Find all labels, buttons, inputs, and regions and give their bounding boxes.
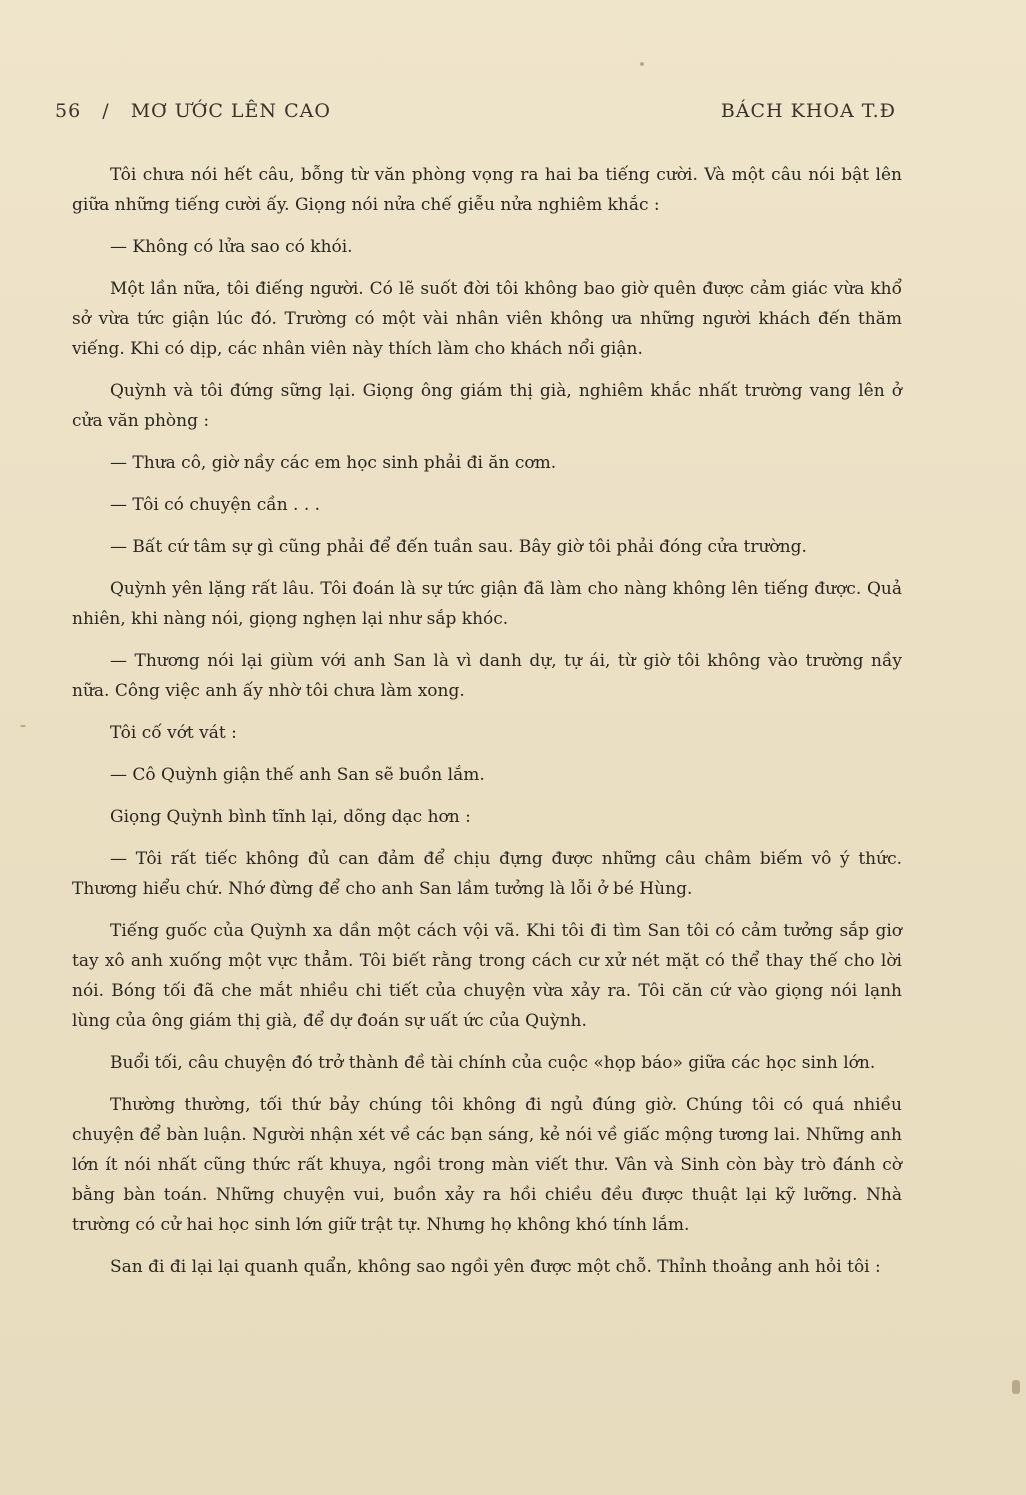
paragraph: Tôi cố vớt vát : — [110, 723, 237, 743]
page-number: 56 — [55, 100, 82, 122]
header-separator: / — [102, 100, 110, 122]
paragraph: Thường thường, tối thứ bảy chúng tôi không đi ngủ đúng giờ. Chúng tôi có quá nhiều chuyện để bàn luận. Người nhận xét về các bạn sáng, kẻ nói về giấc mộng tương lai. Những anh lớn ít nói nhất cũng thức rất khuya, ngồi trong màn viết thư. Vân và Sinh còn bày trò đánh cờ bằng bàn toán. Những chuyện vui, buồn xảy ra hồi chiều đều được thuật lại kỹ lưỡng. Nhà trường có cử hai học sinh lớn giữ trật tự. Nhưng họ không khó tính lắm. — [72, 1095, 902, 1235]
paragraph: Quỳnh và tôi đứng sững lại. Giọng ông giám thị già, nghiêm khắc nhất trường vang lên ở cửa văn phòng : — [72, 381, 902, 431]
paper-speck — [640, 62, 644, 66]
dialogue-line: — Bất cứ tâm sự gì cũng phải để đến tuần sau. Bây giờ tôi phải đóng cửa trường. — [110, 537, 807, 557]
dialogue-line: — Thưa cô, giờ nầy các em học sinh phải đi ăn cơm. — [110, 453, 557, 473]
paragraph: Tôi chưa nói hết câu, bỗng từ văn phòng vọng ra hai ba tiếng cười. Và một câu nói bật lên giữa những tiếng cười ấy. Giọng nói nửa chế giễu nửa nghiêm khắc : — [72, 165, 902, 215]
dialogue-line: — Tôi có chuyện cần . . . — [110, 495, 321, 515]
dialogue-line: — Cô Quỳnh giận thế anh San sẽ buồn lắm. — [110, 765, 485, 785]
running-head-left — [55, 100, 345, 122]
page-body — [72, 160, 902, 1294]
paragraph: Tiếng guốc của Quỳnh xa dần một cách vội vã. Khi tôi đi tìm San tôi có cảm tưởng sắp giơ tay xô anh xuống một vực thẳm. Tôi biết rằng trong cách cư xử nét mặt có thể thay thế cho lời nói. Bóng tối đã che mắt nhiều chi tiết của chuyện vừa xảy ra. Tôi căn cứ vào giọng nói lạnh lùng của ông giám thị già, để dự đoán sự uất ức của Quỳnh. — [72, 921, 902, 1031]
publication-name: BÁCH KHOA T.Đ — [720, 100, 896, 122]
paper-speck — [1012, 1380, 1020, 1394]
paragraph: Giọng Quỳnh bình tĩnh lại, dõng dạc hơn : — [110, 807, 471, 827]
paragraph: Buổi tối, câu chuyện đó trở thành đề tài chính của cuộc «họp báo» giữa các học sinh lớn. — [110, 1053, 876, 1073]
paragraph: Một lần nữa, tôi điếng người. Có lẽ suốt đời tôi không bao giờ quên được cảm giác vừa khổ sở vừa tức giận lúc đó. Trường có một vài nhân viên không ưa những người khách đến thăm viếng. Khi có dịp, các nhân viên này thích làm cho khách nổi giận. — [72, 279, 902, 359]
dialogue-line: — Tôi rất tiếc không đủ can đảm để chịu đựng được những câu châm biếm vô ý thức. Thương hiểu chứ. Nhớ đừng để cho anh San lầm tưởng là lỗi ở bé Hùng. — [72, 849, 902, 899]
paper-speck — [20, 725, 26, 727]
page-header — [55, 100, 896, 122]
dialogue-line: — Thương nói lại giùm với anh San là vì danh dự, tự ái, từ giờ tôi không vào trường nầy nữa. Công việc anh ấy nhờ tôi chưa làm xong. — [72, 651, 902, 701]
chapter-title: MƠ ƯỚC LÊN CAO — [130, 100, 331, 122]
dialogue-line: — Không có lửa sao có khói. — [110, 237, 353, 257]
paragraph: Quỳnh yên lặng rất lâu. Tôi đoán là sự tức giận đã làm cho nàng không lên tiếng được. Quả nhiên, khi nàng nói, giọng nghẹn lại như sắp khóc. — [72, 579, 902, 629]
paragraph: San đi đi lại lại quanh quẩn, không sao ngồi yên được một chỗ. Thỉnh thoảng anh hỏi tôi : — [110, 1257, 881, 1277]
